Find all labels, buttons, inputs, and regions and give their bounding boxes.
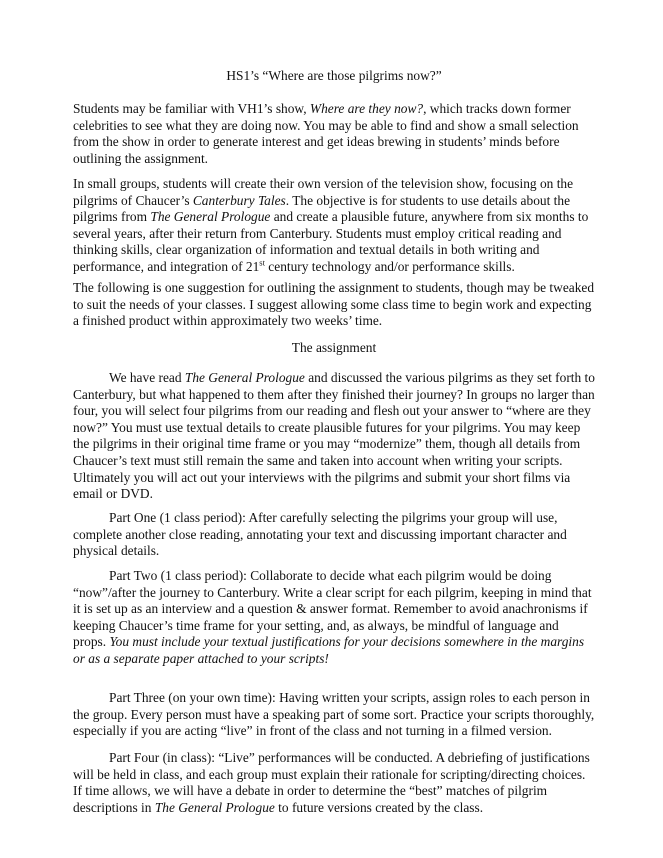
groups-book-title: Canterbury Tales (192, 192, 286, 208)
part-four-prologue-title: The General Prologue (154, 799, 275, 815)
intro-show-title: Where are they now? (309, 101, 424, 116)
part-three-paragraph: Part Three (on your own time): Having written your scripts, assign roles to each person in the group. Every person must have a speaking part of some sort. Practice your scripts thoroughly, especially if you are acting “live” in front of the class and not turning in a filmed version. (73, 690, 595, 739)
part-two-emphasis: You must include your textual justifications for your decisions somewhere in the margins or as a separate paper attached to your scripts! (73, 634, 585, 666)
assignment-text-1: We have read (109, 370, 185, 385)
suggestion-paragraph: The following is one suggestion for outlining the assignment to students, though may be tweaked to suit the needs of your classes. I suggest allowing some class time to begin work and expecting a finished product within approximately two weeks’ time. (73, 280, 595, 329)
intro-paragraph (73, 101, 595, 167)
part-two-paragraph (73, 568, 595, 668)
groups-text-4: century technology and/or performance skills. (264, 258, 515, 274)
assignment-heading: The assignment (291, 340, 377, 355)
intro-text-1: Students may be familiar with VH1’s show, (73, 101, 310, 116)
part-four-text-2: to future versions created by the class. (274, 799, 484, 815)
groups-text-1: In small groups, students will create their own version of the television show, focusing on the pilgrims of Chaucer’s (73, 176, 574, 208)
intro-text-2: , which tracks down former celebrities to see what they are doing now. You may be able to find and show a small selection from the show in order to generate interest and get ideas brewing in students’ minds before outlining the assignment. (73, 101, 579, 166)
assignment-prologue-title: The General Prologue (184, 370, 305, 385)
part-four-text-1: Part Four (in class): “Live” performances will be conducted. A debriefing of justifications will be held in class, and each group must explain their rationale for scripting/directing choices. If time allows, we will have a debate in order to determine the “best” matches of pilgrim descriptions in (73, 750, 590, 815)
part-one-paragraph: Part One (1 class period): After carefully selecting the pilgrims your group will use, complete another close reading, annotating your text and discussing important character and physical details. (73, 510, 567, 559)
part-two-text: Part Two (1 class period): Collaborate to decide what each pilgrim would be doing “now”/after the journey to Canterbury. Write a clear script for each pilgrim, keeping in mind that it is set up as an interview and a question & answer format. Remember to avoid anachronisms if keeping Chaucer’s time frame for your setting, and, as always, be mindful of language and props. (73, 568, 592, 650)
assignment-paragraph (73, 370, 595, 503)
groups-text-3: and create a plausible future, anywhere from six months to several years, after their return from Canterbury. Students must employ critical reading and thinking skills, clear organization of information and textual details in both writing and performance, and integration of 21 (73, 209, 589, 274)
groups-paragraph (73, 176, 595, 276)
part-four-paragraph (73, 750, 595, 816)
groups-prologue-title: The General Prologue (150, 209, 271, 225)
assignment-text-2: and discussed the various pilgrims as they set forth to Canterbury, but what happened to them after they finished their journey? In groups no larger than four, you will select four pilgrims from our reading and flesh out your answer to “where are they now?” You must use textual details to create plausible futures for your pilgrims. You may keep the pilgrims in their original time frame or you may “modernize” them, though all details from Chaucer’s text must still remain the same and taken into account when writing your scripts. Ultimately you will act out your interviews with the pilgrims and submit your short films via email or DVD. (73, 370, 595, 502)
groups-ordinal-suffix: st (259, 257, 265, 268)
groups-text-2: . The objective is for students to use details about the pilgrims from (73, 192, 571, 225)
document-title: HS1’s “Where are those pilgrims now?” (226, 68, 442, 83)
